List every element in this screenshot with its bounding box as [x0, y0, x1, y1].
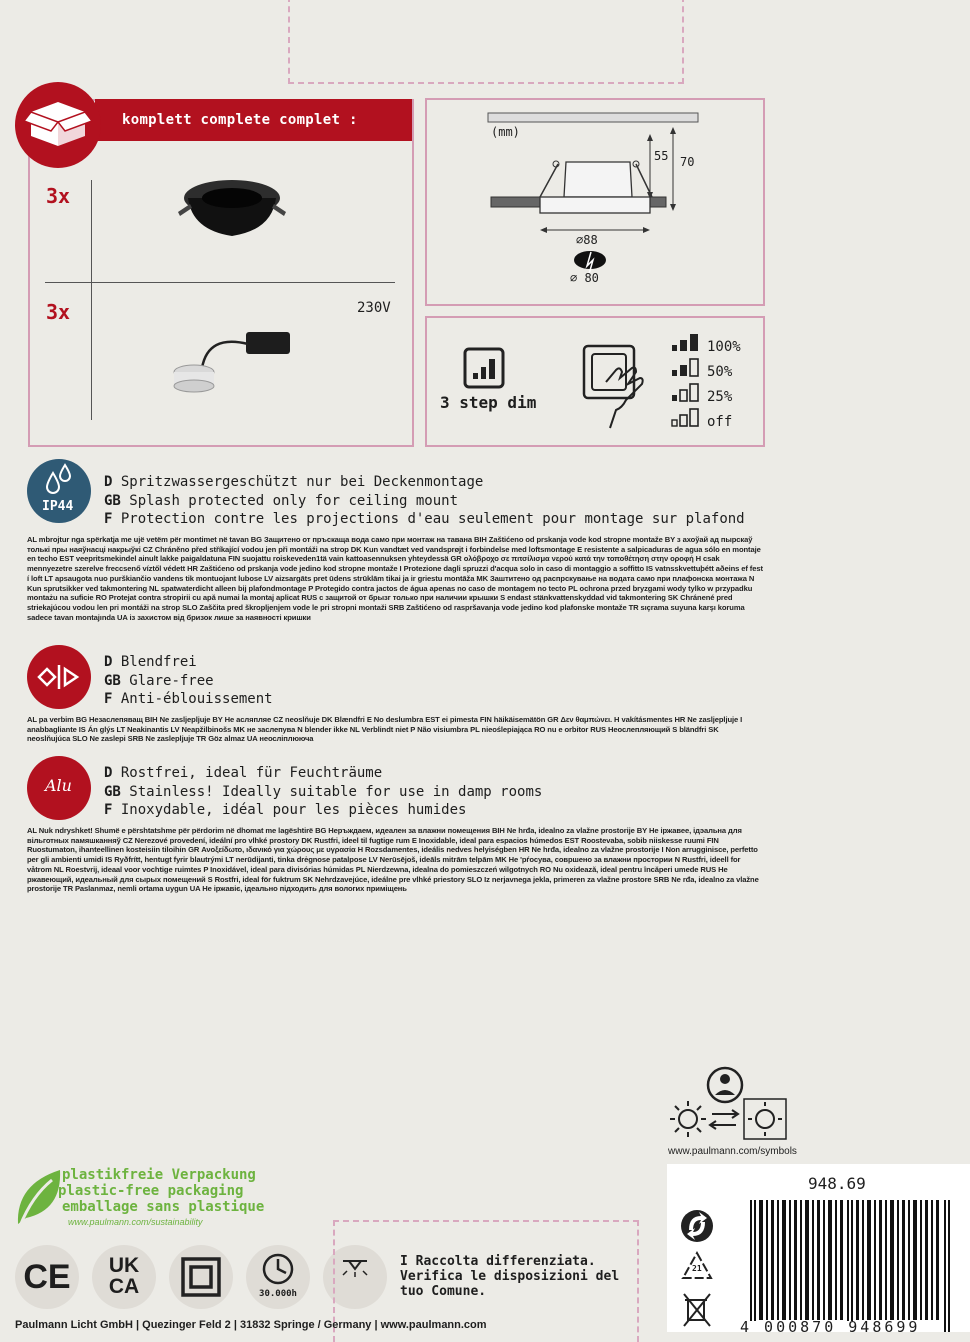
barcode: [748, 1200, 956, 1332]
alu-badge-text: Alu: [45, 776, 72, 795]
dimension-drawing: [430, 104, 760, 294]
led-module-driver-image: [168, 328, 296, 398]
downlight-image: [168, 168, 296, 248]
recycling-line1: I Raccolta differenziata.: [400, 1254, 596, 1269]
step-dim-icon: [463, 347, 505, 389]
glare-line-gb: GB Glare-free: [104, 672, 214, 689]
ukca-top: UK: [108, 1254, 140, 1277]
wall-switch-hand-icon: [582, 344, 652, 430]
divider-horizontal: [45, 282, 395, 283]
top-dashed-outline: [288, 0, 684, 84]
glare-translations: AL pa verbim BG Незаслепяващ BIH Ne zasljepljuje BY Не асляпляе CZ neoslňuje DK Blændfri E No deslumbra EST ei pimesta FIN häikäisemätön GR Δεν θαμπώνει. H vakításmentes HR Ne zasljepljuje I anabbagliante IS Án glýs LT Neakinantis LV Neapžilbinošs MK не заслепува N blender ikke NL Verblindt niet P Não visiumbra PL nieoślepiająca RO nu e orbitor RUS Неослепляющий S bländfri SK neoslňujúca SLO Ne zaslepi SRB Ne zaslepljuje TR Göz almaz UA неосліплююча: [27, 715, 743, 744]
glare-line-d: D Blendfrei: [104, 654, 197, 670]
contents-banner-text: komplett complete complet :: [122, 112, 358, 128]
cutout-label: ⌀ 80: [570, 271, 599, 285]
dim-level-50: 50%: [707, 364, 733, 380]
symbols-url[interactable]: www.paulmann.com/symbols: [668, 1146, 797, 1157]
voltage-label: 230V: [357, 300, 391, 316]
divider-vertical-1: [91, 180, 92, 290]
step-dim-label: 3 step dim: [440, 393, 537, 412]
plastic-free-line2: plastic-free packaging: [58, 1183, 244, 1199]
ip44-badge-text: IP44: [42, 499, 74, 514]
recycling-line3: tuo Comune.: [400, 1284, 487, 1299]
plastic-free-line3: emballage sans plastique: [62, 1199, 265, 1215]
stainless-translations: AL Nuk ndryshket! Shumë e përshtatshme për përdorim në dhomat me lagështirë BG Неръждаем, идеален за влажни помещения BIH Ne hrđa, idealno za vlažne prostorije BY Не іржавее, ідэальна для вільготных памяшканняў CZ Nerezové provedení, ideální pro vlhké prostory DK Rustfri, ideel til fugtige rum E Inoxidable, ideal para espacios húmedos EST Roostevaba, sobib niiskesse ruumi FIN Ruostumaton, ihanteellinen kosteisiin tiloihin GR Ανοξείδωτο, ιδανικό για χώρους με υγρασία H Rozsdamentes, ideális nedves helyiségben HR Ne hrđa, idealno za vlažne prostorije I Non arrugginisce, perfetto per gli ambienti umidi IS Ryðfrítt, hentugt fyrir blautrými LT nerūdijanti, tinka drėgnose patalpose LV Nerūsējoš, ideāls mitrām telpām MK Не 'рѓосува, совршено за влажни простории N Rustfri, ideell for våtrom NL Roestvrij, ideaal voor vochtige ruimtes P Inoxidável, ideal para divisórias húmidas PL Nierdzewna, idealna do pomieszczeń wilgotnych RO Nu oxidează, ideal pentru încăperi umede RUS Не ржавеющий, идеальный для сырых помещений S Rostfri, ideal för fuktrum SK Nehrdzavejúce, ideálne pre vlhké priestory SLO Iz nerjavnega jekla, primeren za vlažne prostore SRB Ne rđa, idealno za vlažne prostorije TR Paslanmaz, nemli ortama uygun UA Не іржавіє, ідеально підходить для вологих приміщень: [27, 826, 759, 894]
ukca-bottom: CA: [108, 1275, 140, 1298]
ukca-mark: [92, 1245, 156, 1309]
glare-lines: [104, 653, 273, 709]
dim-level-off: off: [707, 414, 733, 430]
sustainability-url[interactable]: www.paulmann.com/sustainability: [68, 1217, 203, 1227]
recycle-code: 21: [692, 1264, 702, 1273]
weee-bin-icon: [682, 1292, 712, 1328]
leaf-icon: [12, 1166, 64, 1230]
recycling-text: [400, 1254, 619, 1299]
ip44-lines: [104, 473, 745, 529]
row1-quantity: 3x: [46, 184, 71, 208]
plastic-free-line1: plastikfreie Verpackung: [62, 1167, 256, 1183]
footer-address: Paulmann Licht GmbH | Quezinger Feld 2 | 31832 Springe / Germany | www.paulmann.com: [15, 1319, 487, 1331]
class2-mark: [169, 1245, 233, 1309]
ip44-line-d: D Spritzwassergeschützt nur bei Deckenmontage: [104, 474, 484, 490]
stainless-line-f: F Inoxydable, idéal pour les pièces humides: [104, 802, 467, 818]
diameter-label: ⌀88: [576, 233, 598, 247]
ip44-line-gb: GB Splash protected only for ceiling mount: [104, 492, 459, 509]
box-icon-circle: [15, 82, 101, 168]
glare-free-icon: [27, 645, 91, 709]
unit-label: (mm): [491, 125, 520, 139]
lifetime-hours: 30.000h: [259, 1289, 297, 1299]
stainless-line-gb: GB Stainless! Ideally suitable for use in damp rooms: [104, 783, 543, 800]
ce-mark: CE: [15, 1245, 79, 1309]
stainless-line-d: D Rostfrei, ideal für Feuchträume: [104, 765, 383, 781]
dim-level-25: 25%: [707, 389, 733, 405]
glare-icon-circle: [27, 645, 91, 709]
dim-level-bars-icon: [670, 333, 704, 431]
sun-swap-icon: [668, 1098, 790, 1140]
double-square-icon: [169, 1245, 233, 1309]
row2-quantity: 3x: [46, 300, 71, 324]
package-box-icon: [15, 82, 101, 168]
divider-vertical-2: [91, 290, 92, 420]
stainless-lines: [104, 764, 542, 820]
recycling-line2: Verifica le disposizioni del: [400, 1269, 620, 1284]
height-total-label: 70: [680, 155, 695, 169]
ip44-translations: AL mbrojtur nga spërkatja me ujë vetëm për montimet në tavan BG Защитено от пръскаща вода само при монтаж на тавана BIH Zaštićeno od prskanja vode kod stropne montaže BY з ахоўай ад пырскаў толькі пры наяўнасці накрыўкі CZ Chráněno před stříkající vodou jen při montáži na strop DK Kun vandtæt ved vandsprøjt i forbindelse med loftsmontage E resistente a salpicaduras de agua sólo en montaje en techo EST veepritsmekindel ainult lakke paigaldatuna FIN suojattu roiskeveden1tä vain kattoasennuksen yhteydessä GR oλόβροχο σε πιτσίλισμα νερού κατά την τοποθέτηση στην οροφή H csak mennyezetre szerelve freccsenő víztől védett HR Zaštićeno od prskanja vode jedino kod stropne montaže I Protezione dagli spruzzi d'acqua solo in caso di montaggio a soffitto IS vatnsskvettuþétt aðeins ef fest í loft LT apsaugota nuo purškiančio vandens tik montuojant lubose LV aizsargāts pret ūdens strūklām tikai ja ir griestu montāža MK Заштитено од распрскување на водата само при плафонска монтажа N Kun sprutsikker ved takmontering NL spatwaterdicht alleen bij plafondmontage P Protegido contra jactos de água apenas no caso de montagem no tecto PL ochrona przed bryzgami wody tylko w przypadku montażu na suficie RO Protejat contra stropirii cu apă numai la montaj aplicat RUS с защитой от брызг только при наличии крышки S endast stänkvattenskyddad vid takmontering SK Chránené pred striekajúcou vodou len pri montáži na strop SLO Zaščita pred škropljenjem vode le pri stropni montaži SRB Zaštićeno od raspršavanja vode jedino kod plafonske montaže TR sıçrama suyuna karşı koruma sadece tavan montajında UA із захистом від бризок лише за наявності кришки: [27, 535, 763, 622]
clock-icon: [246, 1245, 310, 1309]
green-dot-icon: [679, 1208, 715, 1244]
article-number: 948.69: [808, 1174, 866, 1193]
barcode-digits: 4 000870 948699: [740, 1321, 921, 1332]
glare-line-f: F Anti-éblouissement: [104, 691, 273, 707]
height-inner-label: 55: [654, 149, 669, 163]
dim-level-100: 100%: [707, 339, 741, 355]
lifetime-mark: [246, 1245, 310, 1309]
ip44-line-f: F Protection contre les projections d'eau seulement pour montage sur plafond: [104, 511, 745, 527]
